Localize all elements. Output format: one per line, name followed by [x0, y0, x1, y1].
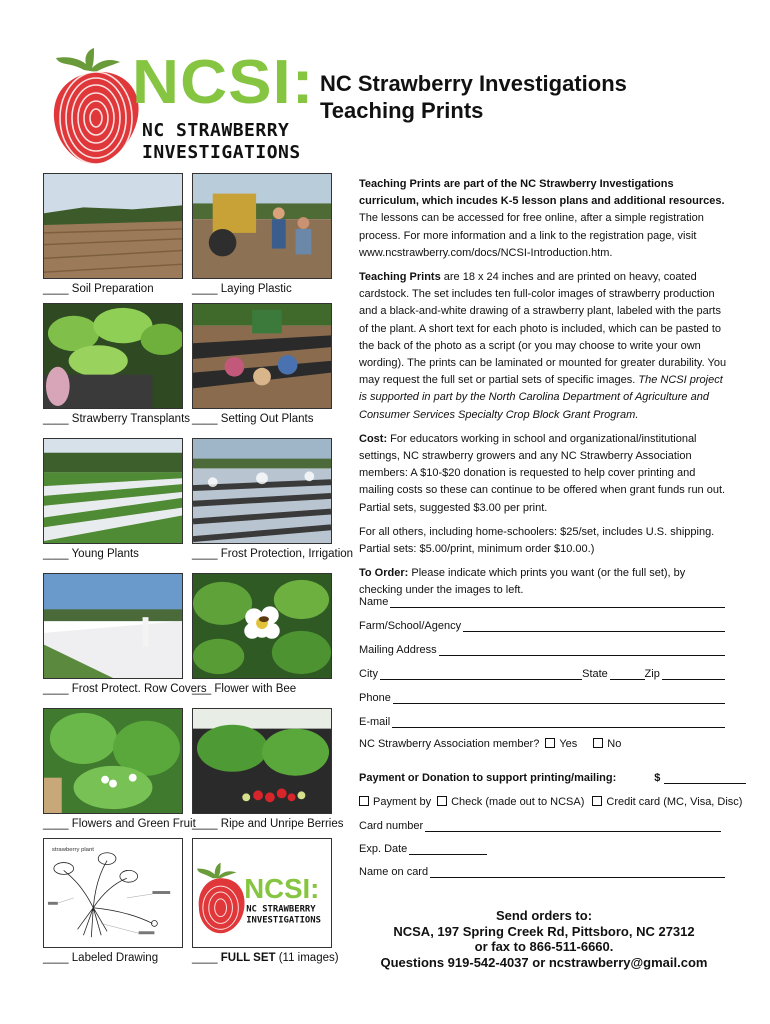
credit-card-checkbox[interactable] — [592, 796, 602, 806]
caption-laying-plastic[interactable]: ____ Laying Plastic — [192, 283, 292, 295]
drawing-title: strawberry plant — [51, 846, 94, 853]
strawberry-fingerprint-logo — [50, 48, 142, 166]
dollar-sign: $ — [654, 772, 661, 784]
paragraph-cost — [359, 431, 729, 517]
name-on-card-field[interactable] — [359, 866, 725, 878]
send-line-2: NCSA, 197 Spring Creek Rd, Pittsboro, NC 27312 — [393, 923, 695, 939]
city-state-zip-field[interactable] — [359, 668, 725, 680]
state-line[interactable] — [610, 669, 645, 680]
name-on-card-line[interactable] — [430, 867, 725, 878]
photo-laying-plastic — [192, 173, 332, 279]
svg-text:NC STRAWBERRY: NC STRAWBERRY — [246, 904, 316, 915]
payment-method — [359, 796, 742, 808]
payment-field[interactable] — [359, 772, 725, 784]
zip-line[interactable] — [662, 669, 725, 680]
card-number-line[interactable] — [425, 821, 721, 832]
email-line[interactable] — [392, 717, 725, 728]
cost-text: For educators working in school and organizational/institutional settings, NC strawberry growers and any NC Strawberry Association members: A $10-$20 donation is requested to help cover printing and mailing costs so these can continue to be offered when grant funds run out. Partial sets, suggested $3.00 per print. — [359, 432, 726, 514]
send-line-1: Send orders to: — [495, 908, 593, 923]
farm-line[interactable] — [463, 621, 725, 632]
check-option[interactable] — [437, 796, 584, 808]
yes-label: Yes — [559, 738, 578, 750]
phone-field[interactable] — [359, 692, 725, 704]
caption-labeled-drawing[interactable]: ____ Labeled Drawing — [43, 952, 159, 964]
no-label: No — [607, 738, 622, 750]
mailing-label: Mailing Address — [359, 644, 437, 656]
state-label: State — [582, 668, 608, 680]
member-no-option[interactable] — [593, 738, 621, 750]
full-set-bold: FULL SET — [220, 952, 276, 964]
paragraph-order — [359, 565, 729, 599]
ncsi-logo-text: NCSI: — [132, 48, 315, 117]
paragraph-intro — [359, 176, 729, 262]
prints-bold: Teaching Prints — [359, 271, 441, 284]
member-question-label: NC Strawberry Association member? — [359, 738, 540, 750]
caption-soil-preparation[interactable]: ____ Soil Preparation — [43, 283, 154, 295]
caption-frost-protection-irrigation[interactable]: ____ Frost Protection, Irrigation — [192, 548, 354, 560]
photo-soil-preparation — [43, 173, 183, 279]
pay-by-checkbox[interactable] — [359, 796, 369, 806]
paragraph-prints — [359, 269, 729, 424]
svg-text:INVESTIGATIONS: INVESTIGATIONS — [246, 915, 321, 926]
farm-label: Farm/School/Agency — [359, 620, 462, 632]
pay-by-label: Payment by — [373, 796, 432, 808]
logo-subtitle-line-2: INVESTIGATIONS — [142, 142, 301, 163]
title-line-2: Teaching Prints — [320, 98, 484, 123]
email-field[interactable] — [359, 716, 725, 728]
full-set-logo-image — [192, 838, 332, 948]
member-question — [359, 738, 621, 750]
name-on-card-label: Name on card — [359, 866, 429, 878]
name-line[interactable] — [390, 597, 725, 608]
cost-bold: Cost: — [359, 432, 388, 445]
exp-date-field[interactable] — [359, 843, 487, 855]
photo-setting-out-plants — [192, 303, 332, 409]
caption-full-set[interactable] — [192, 952, 339, 964]
city-label: City — [359, 668, 378, 680]
send-line-4: Questions 919-542-4037 or ncstrawberry@gmail.com — [380, 954, 708, 970]
labeled-drawing-image — [43, 838, 183, 948]
mailing-line[interactable] — [439, 645, 725, 656]
order-text: Please indicate which prints you want (or the full set), by checking under the images to left. — [359, 567, 686, 597]
email-label: E-mail — [359, 716, 391, 728]
photo-strawberry-transplants — [43, 303, 183, 409]
mailing-address-field[interactable] — [359, 644, 725, 656]
exp-date-line[interactable] — [409, 844, 487, 855]
photo-frost-protect-row-covers — [43, 573, 183, 679]
check-label: Check (made out to NCSA) — [451, 796, 585, 808]
prints-text: are 18 x 24 inches and are printed on heavy, coated cardstock. The set includes ten full-color images of strawberry production and a black-and-white drawing of a strawberry plant, labeled with the parts of the plant. A short text for each photo is included, which can be pasted to the back of the photo as a script (or you may choose to write your own wording). The prints can be laminated or mounted for greater durability. You may request the full set or partial sets of specific images. — [359, 271, 727, 387]
caption-ripe-and-unripe-berries[interactable]: ____ Ripe and Unripe Berries — [192, 818, 344, 830]
photo-flower-with-bee — [192, 573, 332, 679]
name-field[interactable] — [359, 596, 725, 608]
svg-text:NCSI:: NCSI: — [244, 872, 320, 904]
zip-label: Zip — [644, 668, 660, 680]
payment-amount-line[interactable] — [664, 773, 746, 784]
photo-young-plants — [43, 438, 183, 544]
intro-text: The lessons can be accessed for free online, after a simple registration process. For more information and a link to the registration page, visit www.ncstrawberry.com/docs/NCSI-Introduction.htm. — [359, 212, 704, 259]
photo-flowers-and-green-fruit — [43, 708, 183, 814]
pay-by-option[interactable] — [359, 796, 431, 808]
phone-label: Phone — [359, 692, 391, 704]
member-yes-option[interactable] — [545, 738, 577, 750]
caption-flowers-and-green-fruit[interactable]: ____ Flowers and Green Fruit — [43, 818, 196, 830]
credit-card-label: Credit card (MC, Visa, Disc) — [606, 796, 743, 808]
name-label: Name — [359, 596, 389, 608]
prints-italic: The NCSI project is supported in part by the North Carolina Department of Agriculture and Consumer Services Specialty Crop Block Grant Program. — [359, 374, 723, 421]
payment-label: Payment or Donation to support printing/mailing: — [359, 772, 617, 784]
caption-young-plants[interactable]: ____ Young Plants — [43, 548, 139, 560]
send-line-3: or fax to 866-511-6660. — [474, 939, 614, 954]
yes-checkbox[interactable] — [545, 738, 555, 748]
check-checkbox[interactable] — [437, 796, 447, 806]
photo-ripe-and-unripe-berries — [192, 708, 332, 814]
caption-frost-protect-row-covers[interactable]: ____ Frost Protect. Row Covers — [43, 683, 207, 695]
exp-date-label: Exp. Date — [359, 843, 408, 855]
full-set-prefix: ____ — [192, 952, 221, 964]
photo-frost-protection-irrigation — [192, 438, 332, 544]
intro-bold: Teaching Prints are part of the NC Strawberry Investigations curriculum, which incudes K-5 lesson plans and additional resources. — [359, 178, 725, 208]
caption-strawberry-transplants[interactable]: ____ Strawberry Transplants — [43, 413, 191, 425]
phone-line[interactable] — [393, 693, 725, 704]
farm-field[interactable] — [359, 620, 725, 632]
header — [40, 40, 740, 170]
order-bold: To Order: — [359, 567, 409, 580]
no-checkbox[interactable] — [593, 738, 603, 748]
caption-setting-out-plants[interactable]: ____ Setting Out Plants — [192, 413, 314, 425]
logo-subtitle — [142, 120, 301, 164]
title-line-1: NC Strawberry Investigations — [320, 71, 627, 96]
caption-flower-with-bee[interactable]: ___ Flower with Bee — [192, 683, 297, 695]
card-number-field[interactable] — [359, 820, 721, 832]
page-title — [320, 70, 627, 124]
logo-subtitle-line-1: NC STRAWBERRY — [142, 120, 290, 141]
card-number-label: Card number — [359, 820, 424, 832]
city-line[interactable] — [380, 669, 582, 680]
paragraph-others: For all others, including home-schoolers: $25/set, includes U.S. shipping. Partial sets: $5.00/print, minimum order $10.00.) — [359, 525, 715, 556]
description-column — [359, 176, 729, 607]
credit-card-option[interactable] — [592, 796, 742, 808]
send-orders-block — [359, 908, 729, 970]
full-set-rest: (11 images) — [275, 952, 339, 964]
